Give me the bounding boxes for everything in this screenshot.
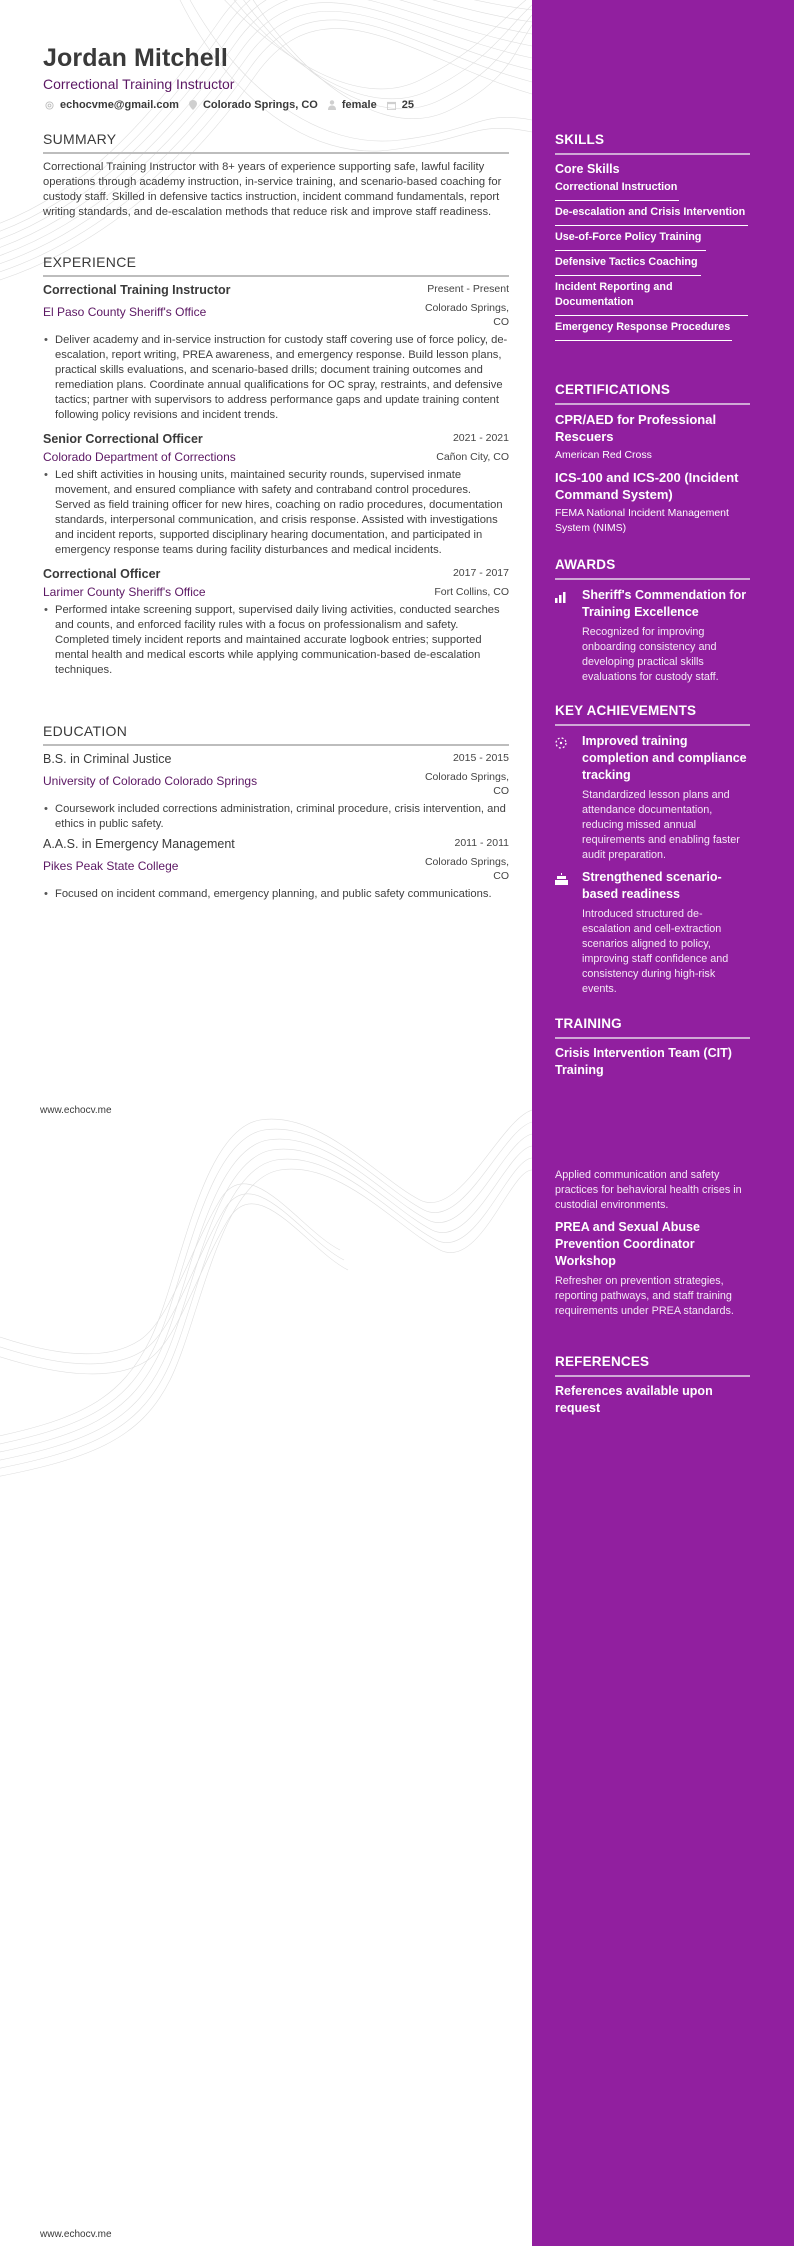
references-heading: REFERENCES <box>555 1354 650 1369</box>
skill-item: Use-of-Force Policy Training <box>555 230 706 251</box>
certifications-heading: CERTIFICATIONS <box>555 382 671 397</box>
education-heading: EDUCATION <box>43 723 128 739</box>
training-heading: TRAINING <box>555 1016 622 1031</box>
references-section <box>555 1354 750 1417</box>
section-divider <box>555 724 750 726</box>
education-dates: 2011 - 2011 <box>454 837 509 849</box>
section-divider <box>555 1375 750 1377</box>
job-bullets <box>43 468 509 558</box>
contact-email[interactable] <box>45 99 179 111</box>
dashed-circle-icon <box>555 737 567 749</box>
job-title: Correctional Officer <box>43 567 161 581</box>
skill-item: Emergency Response Procedures <box>555 320 732 341</box>
education-entry <box>43 837 509 902</box>
section-divider <box>43 275 509 277</box>
award-item <box>555 587 750 685</box>
bar-chart-icon <box>555 592 566 603</box>
skill-item: De-escalation and Crisis Intervention <box>555 205 748 226</box>
section-divider <box>555 403 750 405</box>
skill-item: Incident Reporting and Documentation <box>555 280 748 316</box>
degree: B.S. in Criminal Justice <box>43 752 172 766</box>
achievement-description: Standardized lesson plans and attendance documentation, reducing missed annual requirements and enabling faster audit preparation. <box>582 789 740 861</box>
cake-icon <box>555 873 568 885</box>
location-pin-icon <box>189 100 197 110</box>
job-bullet: • Led shift activities in housing units, maintained security rounds, supervised inmate movement, and ensured compliance with safety and contraband control procedures. Served as field training officer for new hires, coaching on radio procedures, documentation standards, interpersonal communication, and crisis response. Assisted with investigations and incident reports, supported disciplinary hearing documentation, and participated in emergency response teams during facility disturbances and medical incidents. <box>43 468 509 558</box>
contact-location <box>189 99 318 111</box>
references-text: References available upon request <box>555 1384 713 1415</box>
footer-website-link[interactable]: www.echocv.me <box>40 1105 112 1116</box>
job-bullet: • Deliver academy and in-service instruction for custody staff covering use of force policy, de-escalation, report writing, PREA awareness, and emergency response. Build lesson plans, practical skills evaluations, and scenario-based drills; document training outcomes and remediation plans. Coordinate annual qualifications for OC spray, restraints, and defensive tactics; partner with supervisors to address performance gaps and update training content following policy revisions and incident trends. <box>43 333 509 423</box>
education-bullet: • Focused on incident command, emergency planning, and public safety communications. <box>43 887 509 902</box>
achievement-title: Improved training completion and compliance tracking <box>582 734 747 782</box>
experience-heading: EXPERIENCE <box>43 254 137 270</box>
contact-age-text: 25 <box>401 99 414 111</box>
awards-section <box>555 557 750 685</box>
education-bullet: • Coursework included corrections administration, criminal procedure, crisis intervention, and ethics in public safety. <box>43 802 509 832</box>
job-organization: Larimer County Sheriff's Office <box>43 585 206 599</box>
job-location: Colorado Springs, CO <box>424 302 509 328</box>
contact-email-text: echocvme@gmail.com <box>60 99 179 111</box>
education-entry <box>43 752 509 832</box>
school-location: Colorado Springs, CO <box>424 856 509 882</box>
experience-section <box>43 254 509 678</box>
calendar-icon <box>387 101 396 110</box>
award-description: Recognized for improving onboarding consistency and developing practical skills evaluations for custody staff. <box>582 626 719 683</box>
footer-website-link[interactable]: www.echocv.me <box>40 2229 112 2240</box>
candidate-title: Correctional Training Instructor <box>43 76 235 92</box>
section-divider <box>43 744 509 746</box>
job-organization: El Paso County Sheriff's Office <box>43 305 207 319</box>
job-title: Senior Correctional Officer <box>43 432 203 446</box>
school-location: Colorado Springs, CO <box>424 771 509 797</box>
contact-age <box>387 99 414 111</box>
at-icon <box>45 101 54 110</box>
achievements-section <box>555 703 750 997</box>
education-dates: 2015 - 2015 <box>452 752 509 764</box>
skill-item: Defensive Tactics Coaching <box>555 255 701 276</box>
summary-section <box>43 131 509 220</box>
training-section <box>555 1016 750 1079</box>
training-description: Applied communication and safety practices for behavioral health crises in custodial environments. <box>555 1169 742 1211</box>
school: University of Colorado Colorado Springs <box>43 774 258 788</box>
section-divider <box>555 1037 750 1039</box>
job-dates: 2021 - 2021 <box>452 432 509 444</box>
person-icon <box>328 100 336 110</box>
certification-name: ICS-100 and ICS-200 (Incident Command System) <box>555 470 739 502</box>
skill-item: Correctional Instruction <box>555 180 679 201</box>
education-section <box>43 723 509 902</box>
job-entry <box>43 283 509 423</box>
section-divider <box>43 152 509 154</box>
job-bullets <box>43 333 509 423</box>
job-dates: Present - Present <box>427 283 509 295</box>
skills-section <box>555 132 750 341</box>
achievements-heading: KEY ACHIEVEMENTS <box>555 703 697 718</box>
job-bullets <box>43 603 509 678</box>
achievement-item <box>555 869 750 997</box>
achievement-description: Introduced structured de-escalation and cell-extraction scenarios aligned to policy, improving staff confidence and consistency during high-risk events. <box>582 908 729 995</box>
school: Pikes Peak State College <box>43 859 179 873</box>
section-divider <box>555 153 750 155</box>
job-location: Fort Collins, CO <box>434 586 509 598</box>
job-bullet: • Performed intake screening support, supervised daily living activities, conducted searches and counts, and enforced facility rules with a focus on professionalism and safety. Completed timely incident reports and maintained accurate logbook entries; supported mental health and medical escorts while applying communication-based de-escalation techniques. <box>43 603 509 678</box>
achievement-title: Strengthened scenario-based readiness <box>582 870 722 901</box>
certifications-section <box>555 382 750 536</box>
summary-heading: SUMMARY <box>43 131 117 147</box>
certification-issuer: American Red Cross <box>555 449 652 461</box>
contact-gender-text: female <box>341 99 377 111</box>
award-title: Sheriff's Commendation for Training Excellence <box>582 588 747 619</box>
training-name: PREA and Sexual Abuse Prevention Coordinator Workshop <box>555 1220 700 1268</box>
education-bullets <box>43 802 509 832</box>
job-organization: Colorado Department of Corrections <box>43 450 236 464</box>
skill-group-title: Core Skills <box>555 162 620 176</box>
contact-gender <box>328 99 377 111</box>
training-description: Refresher on prevention strategies, reporting pathways, and staff training requirements under PREA standards. <box>555 1275 734 1317</box>
education-bullets <box>43 887 509 902</box>
job-entry <box>43 432 509 558</box>
achievement-item <box>555 733 750 863</box>
skills-heading: SKILLS <box>555 132 605 147</box>
certification-name: CPR/AED for Professional Rescuers <box>555 412 717 444</box>
candidate-name: Jordan Mitchell <box>43 44 228 72</box>
degree: A.A.S. in Emergency Management <box>43 837 235 851</box>
job-location: Cañon City, CO <box>436 451 509 463</box>
contact-row <box>45 99 424 111</box>
certification-issuer: FEMA National Incident Management System (NIMS) <box>555 507 729 534</box>
job-title: Correctional Training Instructor <box>43 283 231 297</box>
awards-heading: AWARDS <box>555 557 616 572</box>
job-dates: 2017 - 2017 <box>452 567 509 579</box>
contact-location-text: Colorado Springs, CO <box>202 99 318 111</box>
summary-text: Correctional Training Instructor with 8+ years of experience supporting safe, lawful facility operations through academy instruction, in-service training, and scenario-based coaching for custody staff. Skilled in defensive tactics instruction, incident command fundamentals, report writing standards, and de-escalation methods that reduce risk and improve staff readiness. <box>43 161 502 218</box>
section-divider <box>555 578 750 580</box>
training-name: Crisis Intervention Team (CIT) Training <box>555 1046 732 1077</box>
job-entry <box>43 567 509 678</box>
training-continued <box>555 1168 750 1319</box>
